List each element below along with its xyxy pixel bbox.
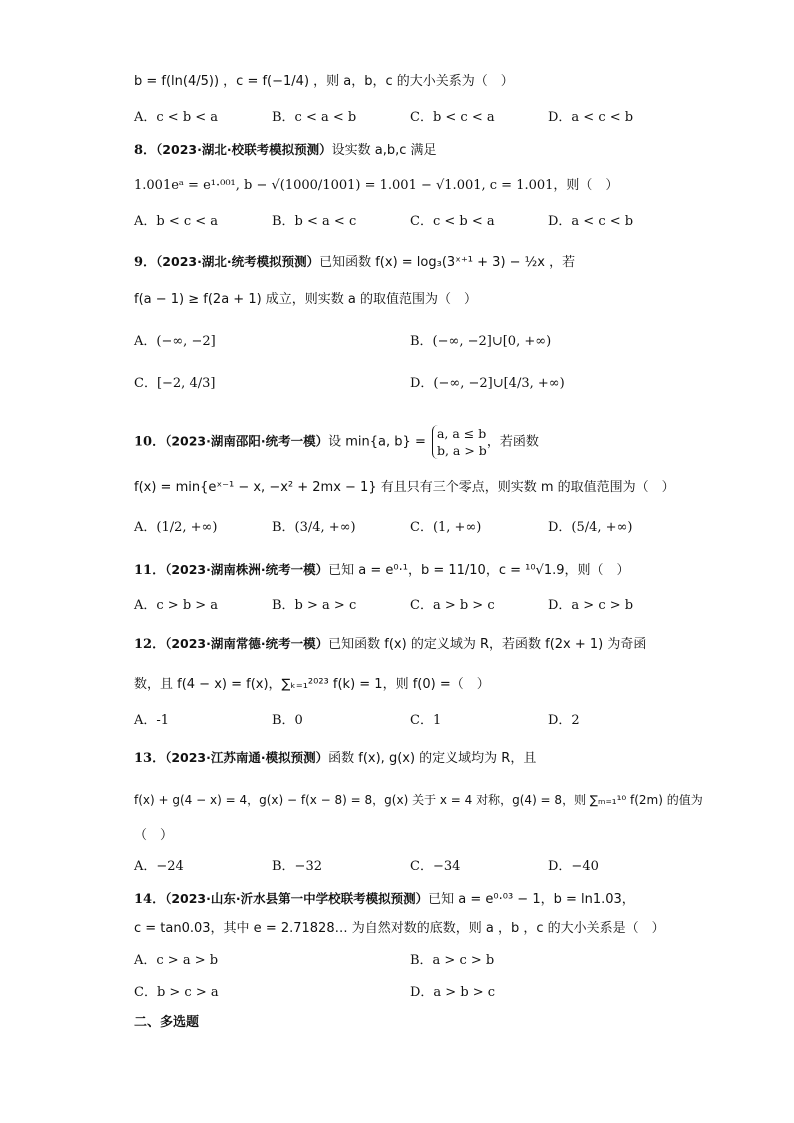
q10-option-c[interactable]: C．(1, +∞) — [410, 520, 482, 535]
q12-option-a[interactable]: A．-1 — [134, 713, 170, 728]
q7-option-b[interactable]: B．c < a < b — [272, 110, 357, 125]
q14-stem-line2: c = tan0.03，其中 e = 2.71828… 为自然对数的底数，则 a ，b ，c 的大小关系是（ ） — [134, 921, 665, 936]
q13-stem-line3: （ ） — [134, 828, 174, 843]
q8-option-b[interactable]: B．b < a < c — [272, 214, 357, 229]
q12-number: 12． — [134, 637, 166, 652]
q8-option-d[interactable]: D．a < c < b — [548, 214, 634, 229]
q9-stem-line2: f(a − 1) ≥ f(2a + 1) 成立，则实数 a 的取值范围为（ ） — [134, 292, 478, 307]
q9-number: 9． — [134, 255, 157, 270]
q9-option-c[interactable]: C．[−2, 4/3] — [134, 376, 216, 391]
q8-number: 8． — [134, 143, 157, 158]
q13-option-b[interactable]: B．−32 — [272, 859, 322, 874]
q8-option-c[interactable]: C．c < b < a — [410, 214, 495, 229]
q12-stem-line2: 数，且 f(4 − x) = f(x)，∑ₖ₌₁²⁰²³ f(k) = 1，则 f(0) =（ ） — [134, 677, 490, 692]
q14-option-a[interactable]: A．c > a > b — [134, 953, 219, 968]
q10-number: 10． — [134, 434, 166, 450]
q7-option-d[interactable]: D．a < c < b — [548, 110, 634, 125]
q7-option-a[interactable]: A．c < b < a — [134, 110, 219, 125]
q14-number: 14． — [134, 892, 166, 907]
q8-stem-line1: 设实数 a,b,c 满足 — [331, 143, 437, 158]
q9-option-a[interactable]: A．(−∞, −2] — [134, 334, 216, 349]
q10-option-d[interactable]: D．(5/4, +∞) — [548, 520, 633, 535]
q14-option-d[interactable]: D．a > b > c — [410, 985, 496, 1000]
q7-option-c[interactable]: C．b < c < a — [410, 110, 495, 125]
q10-header — [134, 425, 539, 459]
q13-number: 13． — [134, 751, 166, 766]
q11-header — [134, 560, 630, 581]
q9-option-b[interactable]: B．(−∞, −2]∪[0, +∞) — [410, 334, 552, 349]
q13-source: （2023·江苏南通·模拟预测） — [165, 750, 329, 765]
q12-stem-line1: 已知函数 f(x) 的定义域为 R，若函数 f(2x + 1) 为奇函 — [328, 637, 647, 652]
q10-stem-line2: f(x) = min{eˣ⁻¹ − x, −x² + 2mx − 1} 有且只有三个零点，则实数 m 的取值范围为（ ） — [134, 480, 675, 495]
q12-option-c[interactable]: C．1 — [410, 713, 442, 728]
q12-header — [134, 634, 646, 655]
q14-header — [134, 889, 635, 910]
q11-source: （2023·湖南株洲·统考一模） — [165, 562, 329, 577]
q9-option-d[interactable]: D．(−∞, −2]∪[4/3, +∞) — [410, 376, 565, 391]
q10-option-a[interactable]: A．(1/2, +∞) — [134, 520, 218, 535]
q8-source: （2023·湖北·校联考模拟预测） — [156, 142, 332, 157]
q13-option-a[interactable]: A．−24 — [134, 859, 184, 874]
q9-header — [134, 252, 575, 273]
q10-case-1: a, a ≤ b — [436, 426, 487, 441]
q11-option-b[interactable]: B．b > a > c — [272, 598, 357, 613]
q10-source: （2023·湖南邵阳·统考一模） — [165, 433, 329, 449]
q13-stem-line2: f(x) + g(4 − x) = 4，g(x) − f(x − 8) = 8，g(x) 关于 x = 4 对称，g(4) = 8，则 ∑ₘ₌₁¹⁰ f(2m) 的值为 — [134, 793, 703, 807]
q10-stem-line1b: ，若函数 — [486, 434, 539, 450]
q11-option-c[interactable]: C．a > b > c — [410, 598, 495, 613]
q11-number: 11． — [134, 563, 166, 578]
q13-stem-line1: 函数 f(x), g(x) 的定义域均为 R，且 — [328, 751, 537, 766]
q13-option-c[interactable]: C．−34 — [410, 859, 461, 874]
q10-piecewise — [432, 425, 487, 459]
q13-header — [134, 748, 536, 769]
q12-option-d[interactable]: D．2 — [548, 713, 580, 728]
q9-stem-line1: 已知函数 f(x) = log₃(3ˣ⁺¹ + 3) − ½x ，若 — [319, 255, 576, 270]
q8-stem-line2: 1.001eᵃ = e¹·⁰⁰¹, b − √(1000/1001) = 1.001 − √1.001, c = 1.001，则（ ） — [134, 178, 619, 193]
section-heading-multiple-choice: 二、多选题 — [134, 1015, 200, 1030]
q11-stem: 已知 a = e⁰·¹，b = 11/10，c = ¹⁰√1.9，则（ ） — [328, 563, 630, 578]
q14-option-c[interactable]: C．b > c > a — [134, 985, 219, 1000]
q8-header — [134, 140, 437, 161]
q7-stem: b = f(ln(4/5)) ，c = f(−1/4) ，则 a，b，c 的大小关系为（ ） — [134, 74, 514, 89]
q13-option-d[interactable]: D．−40 — [548, 859, 599, 874]
q11-option-a[interactable]: A．c > b > a — [134, 598, 219, 613]
q14-option-b[interactable]: B．a > c > b — [410, 953, 495, 968]
q10-case-2: b, a > b — [436, 443, 487, 458]
q10-option-b[interactable]: B．(3/4, +∞) — [272, 520, 356, 535]
q14-stem-line1: 已知 a = e⁰·⁰³ − 1，b = ln1.03， — [428, 892, 635, 907]
q8-option-a[interactable]: A．b < c < a — [134, 214, 219, 229]
q10-stem-line1a: 设 min{a, b} = — [328, 434, 426, 450]
q9-source: （2023·湖北·统考模拟预测） — [156, 254, 320, 269]
q14-source: （2023·山东·沂水县第一中学校联考模拟预测） — [165, 891, 429, 906]
q12-source: （2023·湖南常德·统考一模） — [165, 636, 329, 651]
q12-option-b[interactable]: B．0 — [272, 713, 303, 728]
q11-option-d[interactable]: D．a > c > b — [548, 598, 634, 613]
